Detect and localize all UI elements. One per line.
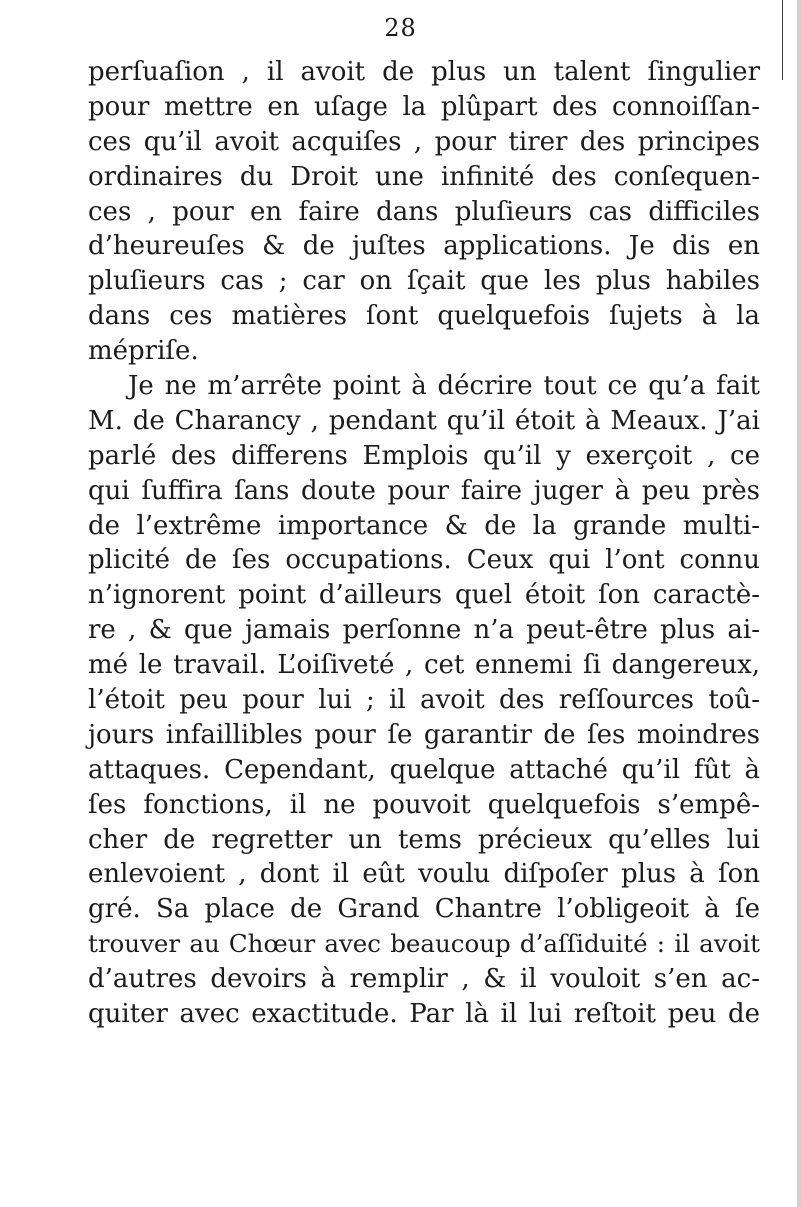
- text-line: d’autres devoirs à remplir , & il vouloit s’en ac-: [88, 964, 760, 995]
- text-line: mépriſe.: [88, 336, 199, 367]
- text-line: de l’extrême importance & de la grande multi-: [88, 510, 760, 541]
- text-line: jours infaillibles pour ſe garantir de ſes moindres: [88, 719, 760, 750]
- text-line: qui ſuffira ſans doute pour faire juger à peu près: [88, 475, 760, 506]
- text-line: ces qu’il avoit acquiſes , pour tirer des principes: [88, 126, 760, 157]
- text-line: cher de regretter un tems précieux qu’elles lui: [88, 824, 760, 855]
- page-edge: [797, 0, 801, 1207]
- text-line: d’heureuſes & de juſtes applications. Je dis en: [88, 231, 760, 262]
- text-line: ces , pour en faire dans pluſieurs cas difficiles: [88, 196, 760, 227]
- text-line: enlevoient , dont il eût voulu diſpoſer plus à ſon: [88, 859, 760, 890]
- text-line: n’ignorent point d’ailleurs quel étoit ſon caractè-: [88, 580, 760, 611]
- text-line: perſuaſion , il avoit de plus un talent ſingulier: [88, 57, 760, 87]
- text-line: ordinaires du Droit une infinité des conſequen-: [88, 161, 760, 192]
- text-line: trouver au Chœur avec beaucoup d’aſſiduité : il avoit: [88, 929, 760, 959]
- body-text: [88, 55, 760, 1032]
- text-line: l’étoit peu pour lui ; il avoit des reſſources toû-: [88, 685, 760, 716]
- text-line: mé le travail. L’oiſiveté , cet ennemi ſi dangereux,: [88, 650, 760, 681]
- text-line: pour mettre en uſage la plûpart des connoiſſan-: [88, 91, 760, 122]
- text-line: attaques. Cependant, quelque attaché qu’il fût à: [88, 754, 760, 785]
- text-line: ſes fonctions, il ne pouvoit quelquefois s’empê-: [88, 789, 760, 820]
- text-line: parlé des differens Emplois qu’il y exerçoit , ce: [88, 440, 760, 471]
- text-line: re , & que jamais perſonne n’a peut-être plus ai-: [88, 615, 760, 646]
- page-number: 28: [384, 14, 417, 42]
- text-line: dans ces matières ſont quelquefois ſujets à la: [88, 301, 760, 332]
- text-line: quiter avec exactitude. Par là il lui reſtoit peu de: [88, 999, 760, 1030]
- text-line: plicité de ſes occupations. Ceux qui l’ont connu: [88, 545, 760, 576]
- text-line: M. de Charancy , pendant qu’il étoit à Meaux. J’ai: [88, 405, 760, 436]
- text-line: pluſieurs cas ; car on ſçait que les plus habiles: [88, 266, 760, 297]
- text-line: gré. Sa place de Grand Chantre l’obligeoit à ſe: [88, 894, 760, 925]
- text-line: Je ne m’arrête point à décrire tout ce qu’a fait: [128, 371, 760, 402]
